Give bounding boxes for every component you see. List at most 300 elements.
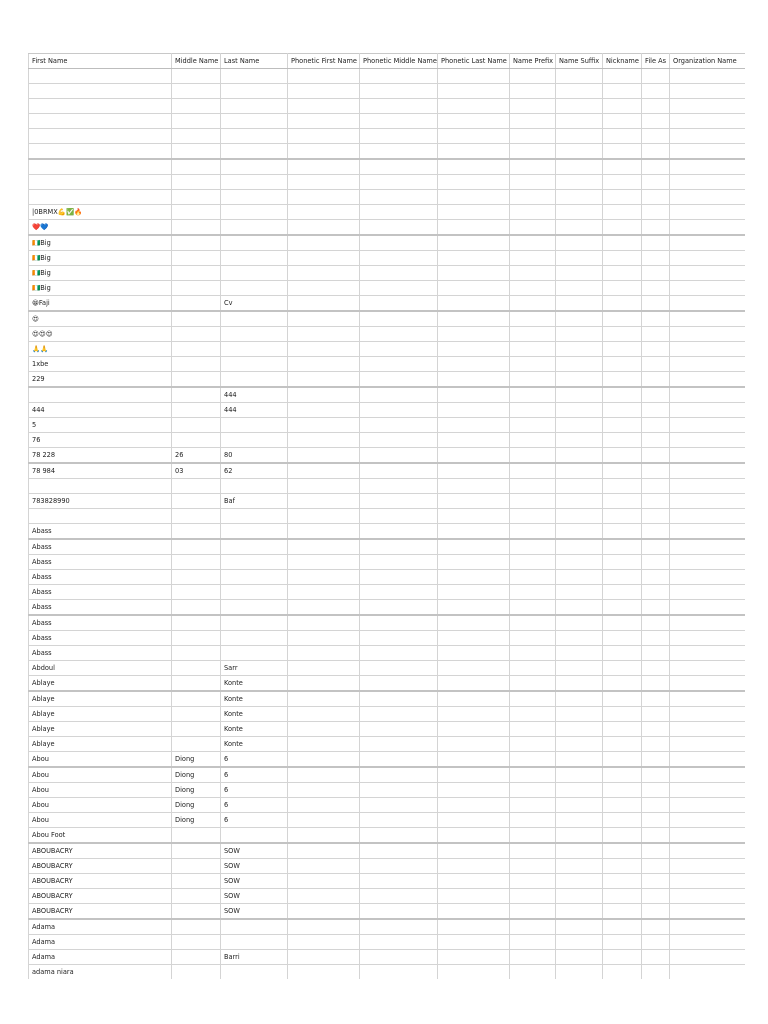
cell-empty <box>642 509 670 524</box>
cell-empty <box>510 205 556 220</box>
header-middle-name: Middle Name <box>172 54 221 69</box>
cell-empty <box>438 494 510 509</box>
cell-first-name: Ablaye <box>29 707 172 722</box>
cell-last-name <box>221 220 288 236</box>
cell-empty <box>360 296 438 312</box>
cell-empty <box>556 767 603 783</box>
cell-empty <box>288 509 360 524</box>
cell-empty <box>438 935 510 950</box>
cell-empty <box>642 661 670 676</box>
cell-empty <box>556 843 603 859</box>
cell-empty <box>510 707 556 722</box>
cell-empty <box>642 889 670 904</box>
cell-empty <box>670 919 745 935</box>
cell-empty <box>360 509 438 524</box>
cell-middle-name: Diong <box>172 798 221 813</box>
cell-middle-name <box>172 99 221 114</box>
cell-empty <box>288 418 360 433</box>
cell-last-name <box>221 327 288 342</box>
cell-empty <box>603 904 642 920</box>
cell-empty <box>642 752 670 768</box>
cell-empty <box>288 296 360 312</box>
cell-empty <box>642 372 670 388</box>
cell-empty <box>670 220 745 236</box>
cell-empty <box>288 767 360 783</box>
cell-empty <box>670 479 745 494</box>
cell-empty <box>438 235 510 251</box>
table-row <box>29 205 745 220</box>
cell-empty <box>556 372 603 388</box>
table-row <box>29 691 745 707</box>
cell-empty <box>288 904 360 920</box>
cell-empty <box>670 661 745 676</box>
cell-last-name: 62 <box>221 463 288 479</box>
cell-empty <box>556 950 603 965</box>
cell-empty <box>642 600 670 616</box>
cell-middle-name <box>172 676 221 692</box>
cell-empty <box>603 235 642 251</box>
cell-empty <box>360 281 438 296</box>
cell-empty <box>438 418 510 433</box>
cell-empty <box>360 661 438 676</box>
table-row <box>29 448 745 464</box>
table-row <box>29 357 745 372</box>
cell-empty <box>603 524 642 540</box>
cell-empty <box>288 691 360 707</box>
cell-empty <box>642 676 670 692</box>
cell-empty <box>360 722 438 737</box>
cell-empty <box>510 600 556 616</box>
cell-empty <box>603 722 642 737</box>
cell-first-name: 78 228 <box>29 448 172 464</box>
cell-empty <box>642 631 670 646</box>
cell-empty <box>556 813 603 828</box>
cell-middle-name <box>172 479 221 494</box>
cell-middle-name <box>172 129 221 144</box>
cell-empty <box>556 296 603 312</box>
cell-empty <box>603 767 642 783</box>
cell-empty <box>288 327 360 342</box>
cell-last-name: Cv <box>221 296 288 312</box>
cell-empty <box>603 828 642 844</box>
cell-first-name: ABOUBACRY <box>29 904 172 920</box>
cell-empty <box>670 524 745 540</box>
cell-last-name <box>221 342 288 357</box>
cell-empty <box>438 889 510 904</box>
cell-empty <box>438 828 510 844</box>
cell-empty <box>510 965 556 980</box>
cell-middle-name <box>172 433 221 448</box>
cell-empty <box>510 433 556 448</box>
cell-empty <box>642 129 670 144</box>
cell-empty <box>288 190 360 205</box>
cell-last-name: Konte <box>221 691 288 707</box>
cell-first-name: Ablaye <box>29 691 172 707</box>
header-nickname: Nickname <box>603 54 642 69</box>
cell-empty <box>603 327 642 342</box>
cell-empty <box>670 874 745 889</box>
cell-middle-name <box>172 296 221 312</box>
cell-empty <box>438 159 510 175</box>
cell-empty <box>556 965 603 980</box>
cell-empty <box>510 676 556 692</box>
cell-middle-name <box>172 691 221 707</box>
cell-empty <box>670 889 745 904</box>
cell-empty <box>510 281 556 296</box>
cell-last-name <box>221 175 288 190</box>
cell-empty <box>288 372 360 388</box>
cell-empty <box>288 281 360 296</box>
cell-empty <box>288 266 360 281</box>
cell-first-name: Abou Foot <box>29 828 172 844</box>
cell-last-name <box>221 539 288 555</box>
cell-last-name: SOW <box>221 859 288 874</box>
cell-empty <box>603 159 642 175</box>
table-row <box>29 950 745 965</box>
cell-empty <box>642 615 670 631</box>
cell-empty <box>642 418 670 433</box>
cell-first-name: Abass <box>29 585 172 600</box>
cell-empty <box>642 387 670 403</box>
cell-last-name <box>221 418 288 433</box>
cell-first-name <box>29 190 172 205</box>
cell-last-name <box>221 600 288 616</box>
cell-empty <box>438 144 510 160</box>
cell-empty <box>360 798 438 813</box>
cell-middle-name <box>172 114 221 129</box>
cell-empty <box>603 570 642 585</box>
cell-empty <box>438 646 510 661</box>
cell-empty <box>642 585 670 600</box>
cell-empty <box>288 463 360 479</box>
cell-empty <box>510 311 556 327</box>
cell-empty <box>360 783 438 798</box>
cell-empty <box>360 463 438 479</box>
cell-empty <box>603 357 642 372</box>
cell-empty <box>670 615 745 631</box>
cell-empty <box>670 235 745 251</box>
cell-empty <box>360 843 438 859</box>
cell-middle-name <box>172 372 221 388</box>
cell-empty <box>288 950 360 965</box>
cell-last-name <box>221 205 288 220</box>
cell-last-name <box>221 615 288 631</box>
cell-middle-name: 03 <box>172 463 221 479</box>
cell-first-name: Adama <box>29 935 172 950</box>
cell-empty <box>288 220 360 236</box>
cell-middle-name: Diong <box>172 813 221 828</box>
cell-last-name: 6 <box>221 798 288 813</box>
table-row <box>29 767 745 783</box>
cell-empty <box>438 539 510 555</box>
cell-empty <box>438 798 510 813</box>
cell-empty <box>438 859 510 874</box>
cell-middle-name <box>172 722 221 737</box>
cell-first-name <box>29 479 172 494</box>
cell-first-name: ❤️💙 <box>29 220 172 236</box>
cell-middle-name <box>172 919 221 935</box>
cell-empty <box>642 843 670 859</box>
cell-empty <box>510 84 556 99</box>
cell-empty <box>603 661 642 676</box>
cell-last-name <box>221 357 288 372</box>
cell-empty <box>360 403 438 418</box>
cell-empty <box>288 843 360 859</box>
cell-empty <box>642 919 670 935</box>
cell-empty <box>642 859 670 874</box>
cell-empty <box>603 114 642 129</box>
cell-empty <box>670 676 745 692</box>
cell-empty <box>642 357 670 372</box>
cell-empty <box>603 296 642 312</box>
cell-empty <box>438 965 510 980</box>
cell-last-name: 444 <box>221 403 288 418</box>
cell-empty <box>288 144 360 160</box>
cell-empty <box>360 372 438 388</box>
cell-empty <box>556 357 603 372</box>
cell-last-name: Konte <box>221 737 288 752</box>
cell-empty <box>510 296 556 312</box>
cell-empty <box>642 479 670 494</box>
cell-empty <box>288 387 360 403</box>
cell-first-name <box>29 509 172 524</box>
cell-empty <box>438 555 510 570</box>
cell-empty <box>510 357 556 372</box>
cell-last-name: 6 <box>221 767 288 783</box>
table-row <box>29 904 745 920</box>
cell-empty <box>670 205 745 220</box>
table-row <box>29 69 745 84</box>
cell-empty <box>670 828 745 844</box>
cell-empty <box>510 114 556 129</box>
cell-empty <box>438 129 510 144</box>
cell-empty <box>510 418 556 433</box>
cell-empty <box>642 205 670 220</box>
cell-middle-name <box>172 555 221 570</box>
cell-empty <box>510 190 556 205</box>
header-last-name: Last Name <box>221 54 288 69</box>
cell-empty <box>556 494 603 509</box>
cell-empty <box>642 403 670 418</box>
contacts-table <box>28 53 745 979</box>
cell-empty <box>360 707 438 722</box>
cell-empty <box>360 114 438 129</box>
cell-first-name: Abass <box>29 615 172 631</box>
cell-empty <box>288 615 360 631</box>
cell-empty <box>670 691 745 707</box>
cell-first-name: Adama <box>29 919 172 935</box>
header-phonetic-first-name: Phonetic First Name <box>288 54 360 69</box>
cell-empty <box>670 129 745 144</box>
cell-empty <box>556 129 603 144</box>
cell-empty <box>438 722 510 737</box>
cell-empty <box>360 950 438 965</box>
table-row <box>29 418 745 433</box>
cell-last-name: Konte <box>221 676 288 692</box>
table-row <box>29 661 745 676</box>
table-row <box>29 676 745 692</box>
cell-empty <box>670 448 745 464</box>
cell-empty <box>642 99 670 114</box>
cell-empty <box>603 433 642 448</box>
cell-empty <box>556 935 603 950</box>
cell-empty <box>603 585 642 600</box>
cell-empty <box>556 220 603 236</box>
cell-empty <box>288 357 360 372</box>
cell-middle-name <box>172 570 221 585</box>
cell-empty <box>603 889 642 904</box>
cell-empty <box>288 570 360 585</box>
cell-empty <box>360 433 438 448</box>
cell-empty <box>603 494 642 509</box>
cell-empty <box>288 99 360 114</box>
cell-empty <box>288 919 360 935</box>
table-row <box>29 935 745 950</box>
cell-middle-name <box>172 843 221 859</box>
cell-empty <box>642 570 670 585</box>
cell-middle-name <box>172 494 221 509</box>
cell-empty <box>288 311 360 327</box>
cell-empty <box>510 752 556 768</box>
cell-empty <box>438 676 510 692</box>
table-row <box>29 281 745 296</box>
cell-empty <box>510 129 556 144</box>
cell-empty <box>360 874 438 889</box>
cell-empty <box>556 418 603 433</box>
cell-empty <box>510 813 556 828</box>
cell-empty <box>510 327 556 342</box>
cell-empty <box>556 251 603 266</box>
cell-empty <box>603 752 642 768</box>
table-row <box>29 175 745 190</box>
cell-empty <box>288 69 360 84</box>
cell-empty <box>603 479 642 494</box>
cell-empty <box>360 205 438 220</box>
cell-empty <box>642 281 670 296</box>
cell-empty <box>510 509 556 524</box>
cell-empty <box>670 935 745 950</box>
table-row <box>29 387 745 403</box>
cell-empty <box>510 463 556 479</box>
cell-empty <box>556 433 603 448</box>
cell-first-name <box>29 175 172 190</box>
cell-empty <box>556 661 603 676</box>
table-row <box>29 919 745 935</box>
cell-middle-name <box>172 159 221 175</box>
cell-empty <box>360 767 438 783</box>
cell-first-name: 444 <box>29 403 172 418</box>
cell-empty <box>603 950 642 965</box>
cell-empty <box>670 357 745 372</box>
cell-empty <box>510 479 556 494</box>
cell-empty <box>510 631 556 646</box>
cell-empty <box>510 494 556 509</box>
cell-empty <box>510 889 556 904</box>
cell-last-name <box>221 965 288 980</box>
cell-empty <box>603 266 642 281</box>
cell-empty <box>556 737 603 752</box>
cell-empty <box>603 676 642 692</box>
cell-empty <box>642 935 670 950</box>
cell-empty <box>288 555 360 570</box>
cell-empty <box>288 935 360 950</box>
cell-empty <box>556 524 603 540</box>
cell-empty <box>510 555 556 570</box>
cell-empty <box>438 783 510 798</box>
cell-empty <box>556 585 603 600</box>
cell-empty <box>288 874 360 889</box>
table-row <box>29 403 745 418</box>
cell-empty <box>603 646 642 661</box>
cell-empty <box>670 387 745 403</box>
cell-empty <box>360 69 438 84</box>
cell-empty <box>288 84 360 99</box>
cell-empty <box>603 539 642 555</box>
cell-empty <box>360 175 438 190</box>
table-row <box>29 159 745 175</box>
cell-empty <box>288 813 360 828</box>
cell-empty <box>438 570 510 585</box>
cell-empty <box>642 783 670 798</box>
cell-empty <box>556 889 603 904</box>
cell-empty <box>438 281 510 296</box>
cell-empty <box>603 813 642 828</box>
cell-empty <box>642 798 670 813</box>
cell-empty <box>288 828 360 844</box>
table-row <box>29 585 745 600</box>
cell-last-name <box>221 190 288 205</box>
cell-empty <box>510 585 556 600</box>
cell-empty <box>670 737 745 752</box>
cell-first-name: 76 <box>29 433 172 448</box>
table-row <box>29 752 745 768</box>
cell-empty <box>670 372 745 388</box>
cell-empty <box>556 570 603 585</box>
cell-first-name <box>29 387 172 403</box>
table-row <box>29 631 745 646</box>
cell-empty <box>670 783 745 798</box>
cell-empty <box>556 114 603 129</box>
cell-empty <box>556 479 603 494</box>
cell-empty <box>603 281 642 296</box>
cell-empty <box>642 813 670 828</box>
cell-empty <box>360 539 438 555</box>
cell-empty <box>360 357 438 372</box>
cell-last-name: 80 <box>221 448 288 464</box>
cell-middle-name <box>172 205 221 220</box>
cell-empty <box>603 99 642 114</box>
cell-empty <box>642 965 670 980</box>
cell-empty <box>556 828 603 844</box>
cell-middle-name: Diong <box>172 767 221 783</box>
cell-empty <box>510 266 556 281</box>
cell-empty <box>288 342 360 357</box>
cell-empty <box>670 418 745 433</box>
cell-middle-name <box>172 418 221 433</box>
cell-empty <box>603 615 642 631</box>
cell-empty <box>642 904 670 920</box>
cell-empty <box>510 99 556 114</box>
cell-first-name: Abass <box>29 539 172 555</box>
cell-last-name <box>221 235 288 251</box>
cell-empty <box>510 843 556 859</box>
cell-empty <box>603 205 642 220</box>
cell-empty <box>642 114 670 129</box>
cell-empty <box>288 251 360 266</box>
cell-empty <box>603 84 642 99</box>
cell-empty <box>642 767 670 783</box>
cell-first-name: Abass <box>29 524 172 540</box>
